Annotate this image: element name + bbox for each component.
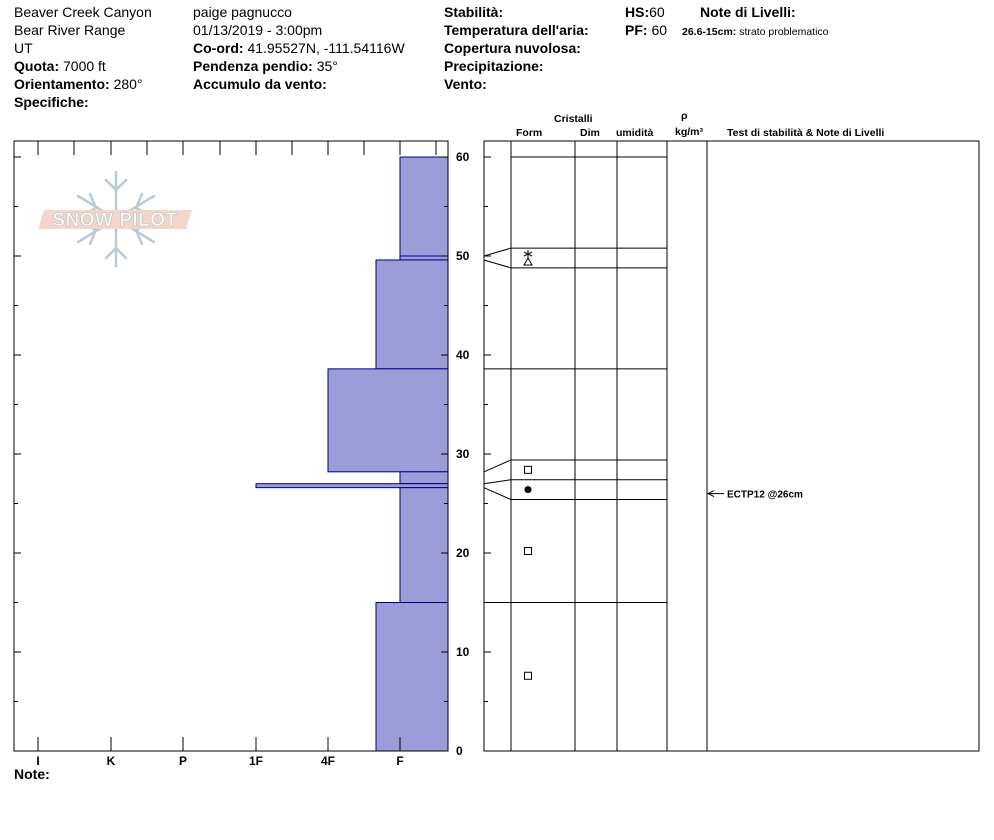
layer-connector [484, 480, 511, 484]
y-tick-label: 60 [456, 150, 470, 164]
hardness-bar [376, 260, 448, 369]
density-symbol: ρ [681, 110, 688, 122]
wind-label: Vento: [444, 76, 487, 92]
decomposing-particle-symbol [524, 258, 532, 265]
faceted-crystal-symbol [525, 548, 532, 555]
observer: paige pagnucco [193, 4, 292, 20]
hardness-label: I [36, 754, 40, 768]
layer-note: 26.6-15cm: strato problematico [682, 26, 829, 38]
crystal-frame [484, 141, 979, 751]
hardness-label: P [178, 754, 188, 768]
y-tick-label: 20 [456, 546, 470, 560]
hardness-label: 4F [320, 754, 336, 768]
layer-connector [484, 460, 511, 472]
stability-label: Stabilità: [444, 4, 504, 20]
hardness-bar [400, 157, 448, 256]
hardness-bar [376, 603, 448, 752]
precipitation-particle-symbol [524, 250, 532, 258]
faceted-crystal-symbol [525, 466, 532, 473]
form-header: Form [516, 127, 543, 139]
aspect: Orientamento: 280° [14, 76, 143, 92]
y-tick-label: 0 [456, 744, 463, 758]
hardness-bar [400, 256, 448, 260]
density-unit: kg/m³ [675, 126, 704, 138]
slope-angle: Pendenza pendio: 35° [193, 58, 338, 74]
layer-connector [484, 260, 511, 268]
hardness-bar [256, 484, 448, 488]
layer-connector [484, 488, 511, 500]
cloud-cover-label: Copertura nuvolosa: [444, 40, 581, 56]
melt-freeze-symbol [525, 486, 532, 493]
y-tick-label: 10 [456, 645, 470, 659]
coordinates: Co-ord: 41.95527N, -111.54116W [193, 40, 405, 56]
stability-tests-header: Test di stabilità & Note di Livelli [727, 127, 885, 139]
air-temp-label: Temperatura dell'aria: [444, 22, 589, 38]
hardness-bar [400, 472, 448, 484]
datetime: 01/13/2019 - 3:00pm [193, 22, 323, 38]
y-tick-label: 50 [456, 249, 470, 263]
precipitation-label: Precipitazione: [444, 58, 544, 74]
notes-label: Note: [14, 766, 50, 782]
elevation: Quota: 7000 ft [14, 58, 106, 74]
hardness-bar [328, 369, 448, 472]
hardness-bar [400, 488, 448, 603]
size-header: Dim [580, 127, 600, 139]
y-tick-label: 40 [456, 348, 470, 362]
layer-notes-label: Note di Livelli: [700, 4, 796, 20]
snow-height: HS:60 [625, 4, 665, 20]
hardness-label: F [396, 754, 404, 768]
moisture-header: umidità [616, 127, 654, 139]
hardness-label: 1F [248, 754, 264, 768]
faceted-crystal-symbol [525, 672, 532, 679]
hardness-label: K [106, 754, 116, 768]
state: UT [14, 40, 33, 56]
range: Bear River Range [14, 22, 126, 38]
y-tick-label: 30 [456, 447, 470, 461]
layer-connector [484, 248, 511, 256]
stability-test-label: ECTP12 @26cm [727, 489, 803, 501]
location: Beaver Creek Canyon [14, 4, 152, 20]
wind-loading-label: Accumulo da vento: [193, 76, 327, 92]
crystals-header: Cristalli [554, 113, 593, 125]
foot-penetration: PF: 60 [625, 22, 668, 38]
logo-text: SNOW PILOT [52, 210, 178, 231]
specifics-label: Specifiche: [14, 94, 89, 110]
